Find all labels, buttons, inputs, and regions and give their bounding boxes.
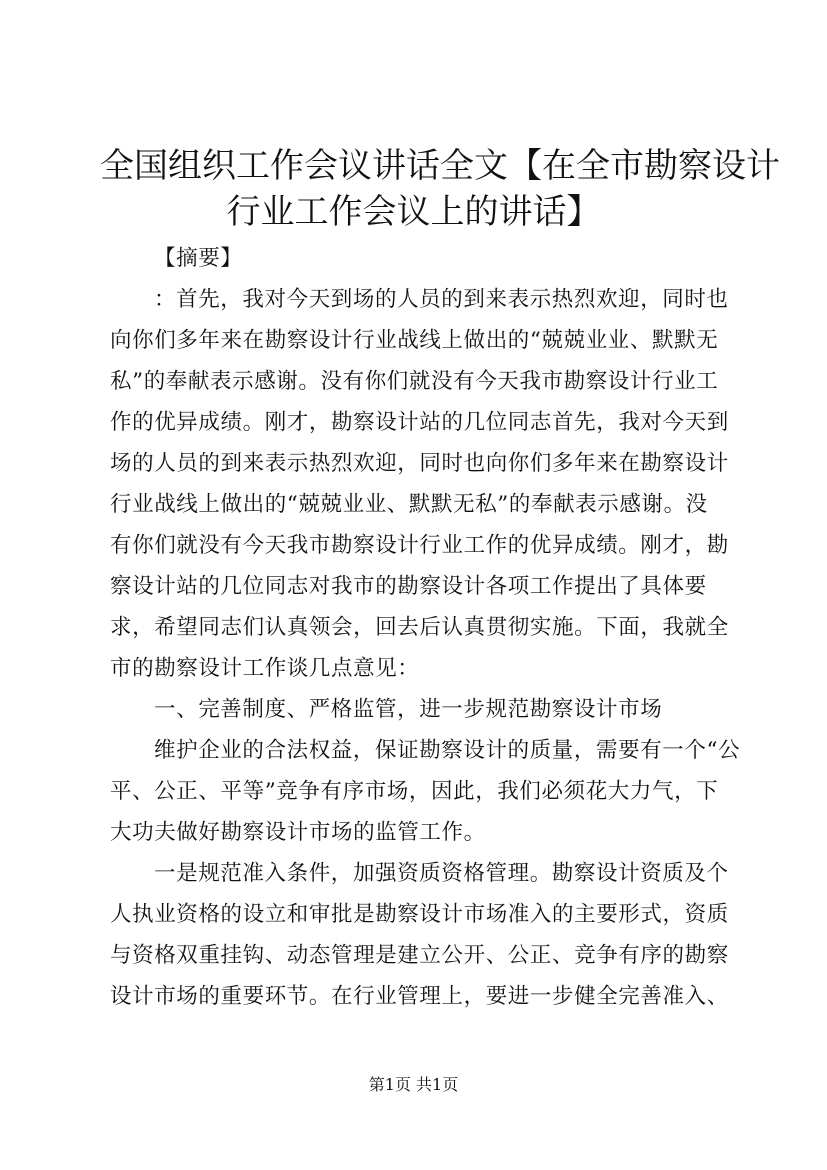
paragraph-line: 求，希望同志们认真领会，回去后认真贯彻实施。下面，我就全 (110, 615, 729, 640)
paragraph-line: 人执业资格的设立和审批是勘察设计市场准入的主要形式，资质 (110, 902, 729, 927)
paragraph-line: 作的优异成绩。刚才，勘察设计站的几位同志首先，我对今天到 (110, 410, 729, 435)
paragraph-line: 平、公正、平等”竞争有序市场，因此，我们必须花大力气，下 (110, 779, 719, 804)
document-title (100, 143, 780, 235)
paragraph-line: 市的勘察设计工作谈几点意见： (110, 656, 420, 681)
paragraph-line: 维护企业的合法权益，保证勘察设计的质量，需要有一个“公 (154, 738, 741, 763)
paragraph-line: 察设计站的几位同志对我市的勘察设计各项工作提出了具体要 (110, 574, 707, 599)
paragraph-line: ：首先，我对今天到场的人员的到来表示热烈欢迎，同时也 (154, 287, 729, 312)
paragraph-line: 行业战线上做出的“兢兢业业、默默无私”的奉献表示感谢。没 (110, 492, 708, 517)
paragraph-line: 与资格双重挂钩、动态管理是建立公开、公正、竞争有序的勘察 (110, 943, 729, 968)
paragraph-line: 场的人员的到来表示热烈欢迎，同时也向你们多年来在勘察设计 (110, 451, 729, 476)
paragraph-line: 大功夫做好勘察设计市场的监管工作。 (110, 820, 486, 845)
paragraph-line: 有你们就没有今天我市勘察设计行业工作的优异成绩。刚才，勘 (110, 533, 729, 558)
paragraph-line: 一是规范准入条件，加强资质资格管理。勘察设计资质及个 (154, 861, 729, 886)
document-body (110, 238, 741, 1017)
title-line-1: 全国组织工作会议讲话全文【在全市勘察设计 (100, 146, 780, 186)
page-footer: 第1页 共1页 (368, 1075, 459, 1094)
section-heading: 一、完善制度、严格监管，进一步规范勘察设计市场 (154, 697, 663, 722)
paragraph-line: 私”的奉献表示感谢。没有你们就没有今天我市勘察设计行业工 (110, 369, 719, 394)
abstract-heading: 【摘要】 (154, 246, 243, 271)
paragraph-line: 设计市场的重要环节。在行业管理上，要进一步健全完善准入、 (110, 984, 729, 1009)
title-line-2: 行业工作会议上的讲话】 (226, 192, 601, 232)
paragraph-line: 向你们多年来在勘察设计行业战线上做出的“兢兢业业、默默无 (110, 328, 719, 353)
